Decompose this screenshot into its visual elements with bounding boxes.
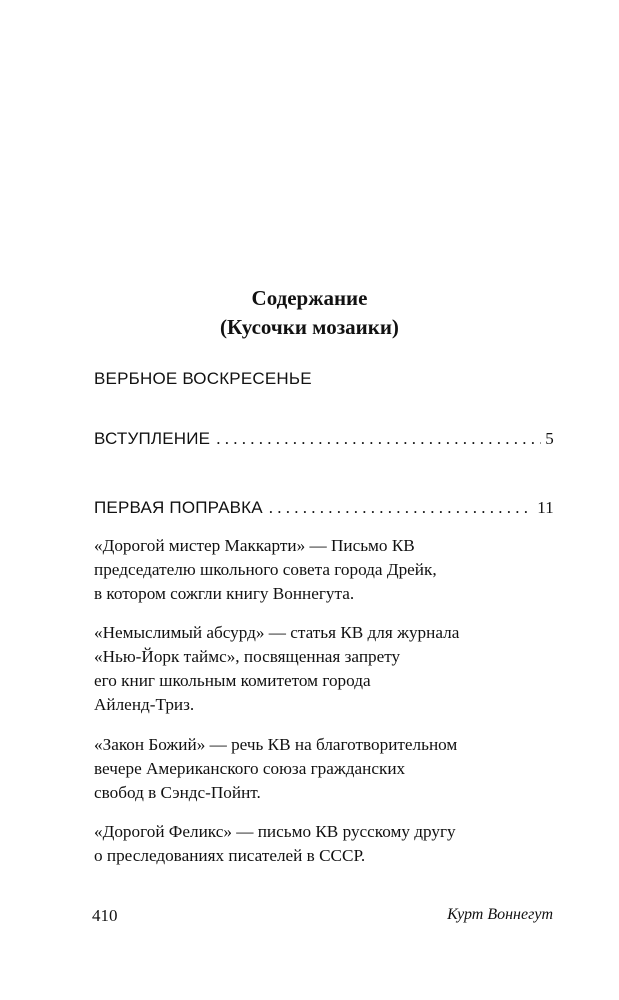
toc-label: ПЕРВАЯ ПОПРАВКА: [94, 498, 263, 517]
entry-line: «Закон Божий» — речь КВ на благотворительном: [94, 735, 458, 754]
part-heading: [94, 368, 554, 390]
entry-line: свобод в Сэндс-Пойнт.: [94, 783, 261, 802]
toc-label: ВСТУПЛЕНИЕ: [94, 429, 211, 448]
title-line-1: Содержание: [251, 286, 368, 310]
entry-line: вечере Американского союза гражданских: [94, 759, 406, 778]
entry-line: «Нью-Йорк таймс», посвященная запрету: [94, 647, 401, 666]
page-number: 410: [92, 906, 118, 925]
title-line-2: (Кусочки мозаики): [220, 315, 399, 339]
toc-entry-dear-felix: [94, 820, 564, 868]
toc-row-first-amendment: [94, 497, 554, 519]
entry-line: «Немыслимый абсурд» — статья КВ для журнала: [94, 623, 460, 642]
page-title: [0, 284, 619, 342]
entry-line: его книг школьным комитетом города: [94, 671, 371, 690]
entry-line: о преследованиях писателей в СССР.: [94, 846, 366, 865]
entry-line: «Дорогой Феликс» — письмо КВ русскому другу: [94, 822, 456, 841]
toc-leader-dots: [269, 497, 533, 519]
toc-entry-dear-mr-mccarthy: [94, 534, 564, 606]
toc-row-introduction: [94, 428, 554, 450]
toc-entry-gods-law: [94, 733, 564, 805]
running-head-author: Курт Воннегут: [447, 906, 553, 923]
toc-page-number: 11: [537, 498, 554, 517]
entry-line: председателю школьного совета города Дрейк,: [94, 560, 437, 579]
toc-entry-unthinkable-absurd: [94, 621, 564, 717]
toc-leader-dots: [216, 428, 541, 450]
toc-page-number: 5: [545, 429, 554, 448]
entry-line: в котором сожгли книгу Воннегута.: [94, 584, 355, 603]
entry-line: Айленд-Триз.: [94, 695, 195, 714]
part-heading-label: ВЕРБНОЕ ВОСКРЕСЕНЬЕ: [94, 369, 312, 388]
entry-line: «Дорогой мистер Маккарти» — Письмо КВ: [94, 536, 415, 555]
